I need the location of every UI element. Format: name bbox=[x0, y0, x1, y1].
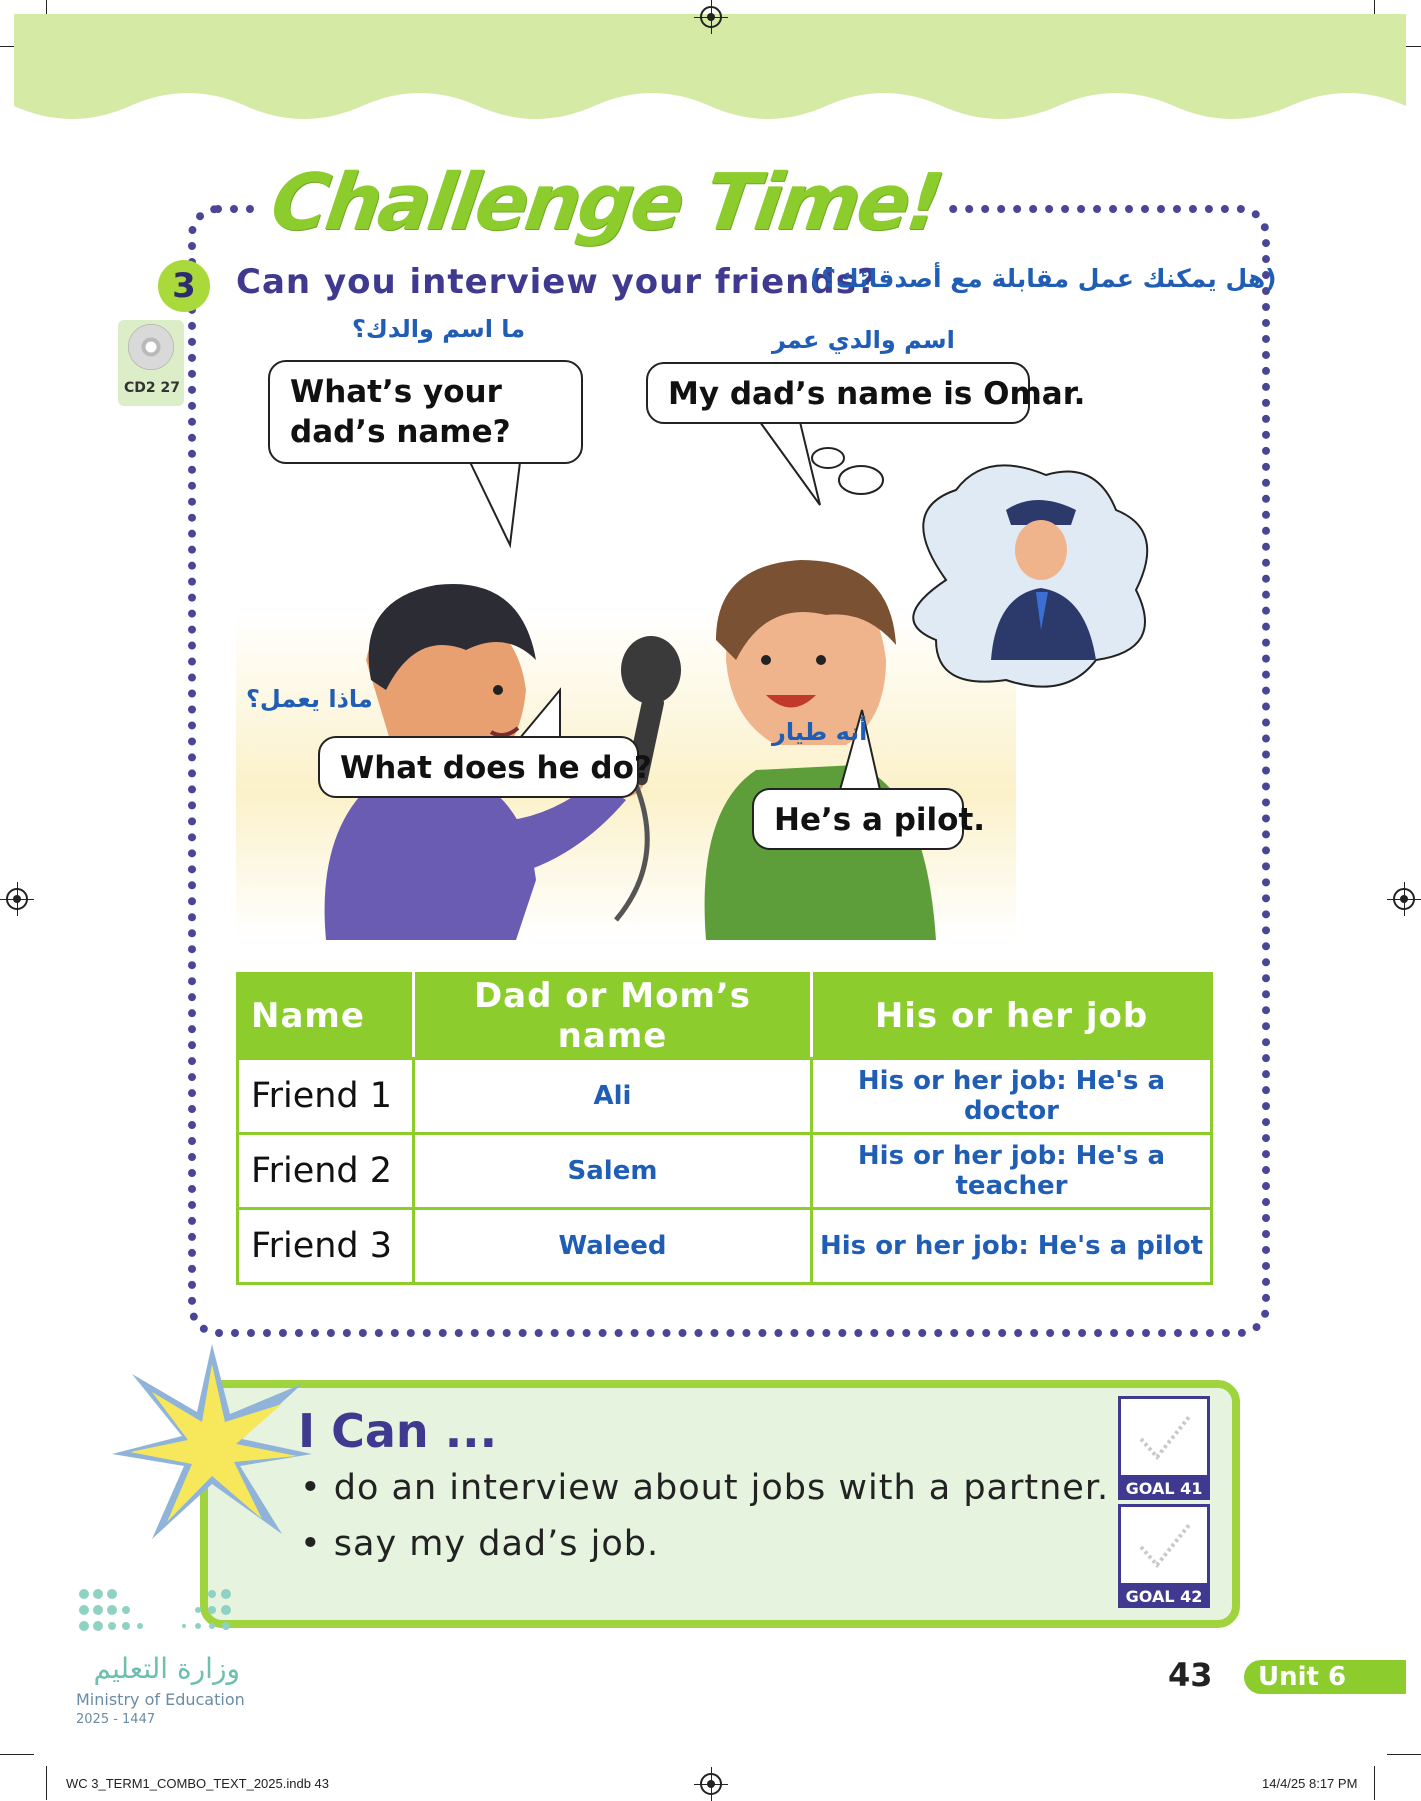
i-can-item: • do an interview about jobs with a partner. bbox=[300, 1468, 1110, 1508]
parent-name-answer: Ali bbox=[414, 1059, 812, 1134]
column-header-name: Name bbox=[238, 974, 414, 1059]
i-can-item: • say my dad’s job. bbox=[300, 1524, 660, 1564]
table-row bbox=[238, 1059, 1212, 1134]
column-header-job: His or her job bbox=[812, 974, 1212, 1059]
starburst-icon bbox=[112, 1344, 312, 1544]
row-friend-label: Friend 1 bbox=[238, 1059, 414, 1134]
page-title: Challenge Time! bbox=[265, 158, 947, 248]
row-friend-label: Friend 2 bbox=[238, 1134, 414, 1209]
table-row bbox=[238, 1134, 1212, 1209]
unit-tab: Unit 6 bbox=[1244, 1660, 1406, 1694]
print-slug-timestamp: 14/4/25 8:17 PM bbox=[1262, 1776, 1358, 1791]
bubble-4-arabic: أنه طيار bbox=[772, 718, 868, 746]
job-answer: His or her job: He's a pilot bbox=[812, 1209, 1212, 1284]
bubble-3-arabic: ماذا يعمل؟ bbox=[246, 685, 373, 713]
goal-checkbox-41[interactable] bbox=[1118, 1396, 1214, 1500]
column-header-parent-name: Dad or Mom’s name bbox=[414, 974, 812, 1059]
crop-mark bbox=[0, 1754, 34, 1755]
bubble-2-arabic: اسم والدي عمر bbox=[772, 326, 955, 354]
goal-checkbox-42[interactable] bbox=[1118, 1504, 1214, 1608]
row-friend-label: Friend 3 bbox=[238, 1209, 414, 1284]
interview-table bbox=[236, 972, 1213, 1285]
activity-number-badge: 3 bbox=[158, 260, 210, 312]
activity-question: Can you interview your friends? bbox=[236, 262, 878, 302]
job-answer: His or her job: He's a doctor bbox=[812, 1059, 1212, 1134]
speech-bubble-dad-name-question: What’s your dad’s name? bbox=[268, 360, 583, 464]
table-row bbox=[238, 1209, 1212, 1284]
job-answer: His or her job: He's a teacher bbox=[812, 1134, 1212, 1209]
parent-name-answer: Salem bbox=[414, 1134, 812, 1209]
ministry-logo-icon bbox=[76, 1586, 246, 1640]
activity-question-arabic: (هل يمكنك عمل مقابلة مع أصدقائك؟) bbox=[810, 264, 1277, 293]
i-can-title: I Can ... bbox=[298, 1404, 498, 1458]
crop-mark bbox=[46, 1766, 47, 1800]
print-slug-filename: WC 3_TERM1_COMBO_TEXT_2025.indb 43 bbox=[66, 1776, 329, 1791]
registration-mark-bottom bbox=[700, 1773, 722, 1795]
speech-bubble-dad-name-answer: My dad’s name is Omar. bbox=[646, 362, 1030, 424]
cd-track-label: CD2 27 bbox=[124, 380, 180, 396]
crop-mark bbox=[1387, 1754, 1421, 1755]
page-number: 43 bbox=[1168, 1656, 1213, 1694]
ministry-year: 2025 - 1447 bbox=[76, 1712, 156, 1727]
ministry-name-english: Ministry of Education bbox=[76, 1690, 245, 1709]
crop-mark bbox=[1374, 1766, 1375, 1800]
ministry-name-arabic: وزارة التعليم bbox=[93, 1652, 240, 1685]
goal-label: GOAL 41 bbox=[1118, 1478, 1210, 1500]
parent-name-answer: Waleed bbox=[414, 1209, 812, 1284]
goal-label: GOAL 42 bbox=[1118, 1586, 1210, 1608]
speech-bubble-job-answer: He’s a pilot. bbox=[752, 788, 964, 850]
checkmark-icon bbox=[1118, 1396, 1210, 1478]
bubble-1-arabic: ما اسم والدك؟ bbox=[352, 315, 526, 343]
table-header-row bbox=[238, 974, 1212, 1059]
speech-bubble-job-question: What does he do? bbox=[318, 736, 639, 798]
checkmark-icon bbox=[1118, 1504, 1210, 1586]
